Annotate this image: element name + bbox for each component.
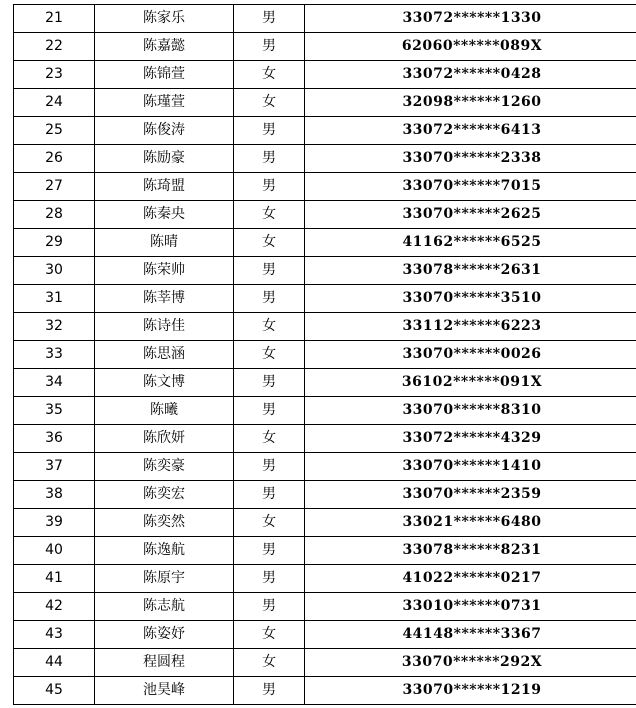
id-number-cell: 33078******2631	[305, 257, 636, 285]
student-name-cell: 陈思涵	[95, 341, 234, 369]
table-row	[14, 677, 636, 705]
table-row	[14, 649, 636, 677]
table-row	[14, 89, 636, 117]
student-name-cell: 陈瑾萱	[95, 89, 234, 117]
gender-cell: 女	[234, 649, 305, 677]
gender-cell: 男	[234, 173, 305, 201]
student-name-cell: 陈原宇	[95, 565, 234, 593]
table-row	[14, 201, 636, 229]
table-row	[14, 173, 636, 201]
id-number-cell: 32098******1260	[305, 89, 636, 117]
gender-cell: 男	[234, 33, 305, 61]
table-row	[14, 453, 636, 481]
id-number-cell: 33072******1330	[305, 5, 636, 33]
row-number-cell: 37	[14, 453, 95, 481]
student-name-cell: 陈莘博	[95, 285, 234, 313]
table-row	[14, 621, 636, 649]
gender-cell: 男	[234, 117, 305, 145]
student-name-cell: 陈奕豪	[95, 453, 234, 481]
student-name-cell: 程圆程	[95, 649, 234, 677]
row-number-cell: 29	[14, 229, 95, 257]
gender-cell: 男	[234, 453, 305, 481]
row-number-cell: 39	[14, 509, 95, 537]
student-name-cell: 陈曦	[95, 397, 234, 425]
id-number-cell: 33021******6480	[305, 509, 636, 537]
id-number-cell: 33078******8231	[305, 537, 636, 565]
table-row	[14, 257, 636, 285]
table-row	[14, 509, 636, 537]
student-name-cell: 陈欣妍	[95, 425, 234, 453]
id-number-cell: 33072******6413	[305, 117, 636, 145]
student-name-cell: 陈琦盟	[95, 173, 234, 201]
student-name-cell: 陈奕宏	[95, 481, 234, 509]
table-row	[14, 397, 636, 425]
row-number-cell: 27	[14, 173, 95, 201]
student-name-cell: 陈励豪	[95, 145, 234, 173]
id-number-cell: 33072******4329	[305, 425, 636, 453]
gender-cell: 男	[234, 285, 305, 313]
row-number-cell: 21	[14, 5, 95, 33]
gender-cell: 男	[234, 369, 305, 397]
id-number-cell: 33112******6223	[305, 313, 636, 341]
table-row	[14, 537, 636, 565]
student-name-cell: 陈逸航	[95, 537, 234, 565]
id-number-cell: 33070******3510	[305, 285, 636, 313]
gender-cell: 男	[234, 565, 305, 593]
id-number-cell: 33070******1410	[305, 453, 636, 481]
student-name-cell: 陈嘉懿	[95, 33, 234, 61]
student-name-cell: 陈姿妤	[95, 621, 234, 649]
row-number-cell: 24	[14, 89, 95, 117]
row-number-cell: 44	[14, 649, 95, 677]
gender-cell: 男	[234, 537, 305, 565]
gender-cell: 男	[234, 257, 305, 285]
student-name-cell: 陈诗佳	[95, 313, 234, 341]
row-number-cell: 31	[14, 285, 95, 313]
table-row	[14, 313, 636, 341]
row-number-cell: 34	[14, 369, 95, 397]
student-name-cell: 陈志航	[95, 593, 234, 621]
row-number-cell: 30	[14, 257, 95, 285]
student-name-cell: 陈家乐	[95, 5, 234, 33]
student-name-cell: 陈奕然	[95, 509, 234, 537]
table-row	[14, 33, 636, 61]
student-roster-table	[13, 4, 636, 705]
id-number-cell: 36102******091X	[305, 369, 636, 397]
row-number-cell: 28	[14, 201, 95, 229]
table-row	[14, 341, 636, 369]
id-number-cell: 44148******3367	[305, 621, 636, 649]
row-number-cell: 42	[14, 593, 95, 621]
id-number-cell: 33070******0026	[305, 341, 636, 369]
student-name-cell: 陈锦萱	[95, 61, 234, 89]
row-number-cell: 26	[14, 145, 95, 173]
table-row	[14, 5, 636, 33]
id-number-cell: 33070******2338	[305, 145, 636, 173]
gender-cell: 女	[234, 89, 305, 117]
row-number-cell: 32	[14, 313, 95, 341]
id-number-cell: 41162******6525	[305, 229, 636, 257]
gender-cell: 女	[234, 621, 305, 649]
id-number-cell: 41022******0217	[305, 565, 636, 593]
id-number-cell: 33070******2625	[305, 201, 636, 229]
id-number-cell: 33070******7015	[305, 173, 636, 201]
gender-cell: 男	[234, 677, 305, 705]
id-number-cell: 33070******8310	[305, 397, 636, 425]
gender-cell: 女	[234, 425, 305, 453]
student-name-cell: 陈俊涛	[95, 117, 234, 145]
table-row	[14, 425, 636, 453]
table-row	[14, 369, 636, 397]
row-number-cell: 23	[14, 61, 95, 89]
student-name-cell: 陈晴	[95, 229, 234, 257]
gender-cell: 男	[234, 397, 305, 425]
row-number-cell: 40	[14, 537, 95, 565]
student-name-cell: 陈秦央	[95, 201, 234, 229]
id-number-cell: 33070******2359	[305, 481, 636, 509]
row-number-cell: 45	[14, 677, 95, 705]
id-number-cell: 33070******292X	[305, 649, 636, 677]
student-name-cell: 陈文博	[95, 369, 234, 397]
row-number-cell: 36	[14, 425, 95, 453]
gender-cell: 女	[234, 313, 305, 341]
table-row	[14, 145, 636, 173]
gender-cell: 女	[234, 341, 305, 369]
student-name-cell: 陈荣帅	[95, 257, 234, 285]
student-name-cell: 池昊峰	[95, 677, 234, 705]
gender-cell: 男	[234, 593, 305, 621]
table-row	[14, 285, 636, 313]
row-number-cell: 25	[14, 117, 95, 145]
table-row	[14, 481, 636, 509]
row-number-cell: 41	[14, 565, 95, 593]
row-number-cell: 35	[14, 397, 95, 425]
table-row	[14, 565, 636, 593]
gender-cell: 男	[234, 145, 305, 173]
table-row	[14, 117, 636, 145]
row-number-cell: 33	[14, 341, 95, 369]
gender-cell: 男	[234, 481, 305, 509]
row-number-cell: 38	[14, 481, 95, 509]
id-number-cell: 33010******0731	[305, 593, 636, 621]
gender-cell: 女	[234, 229, 305, 257]
table-row	[14, 229, 636, 257]
row-number-cell: 43	[14, 621, 95, 649]
id-number-cell: 33070******1219	[305, 677, 636, 705]
gender-cell: 女	[234, 201, 305, 229]
table-row	[14, 593, 636, 621]
roster-body	[14, 5, 636, 705]
id-number-cell: 33072******0428	[305, 61, 636, 89]
row-number-cell: 22	[14, 33, 95, 61]
gender-cell: 女	[234, 509, 305, 537]
gender-cell: 男	[234, 5, 305, 33]
table-row	[14, 61, 636, 89]
id-number-cell: 62060******089X	[305, 33, 636, 61]
gender-cell: 女	[234, 61, 305, 89]
